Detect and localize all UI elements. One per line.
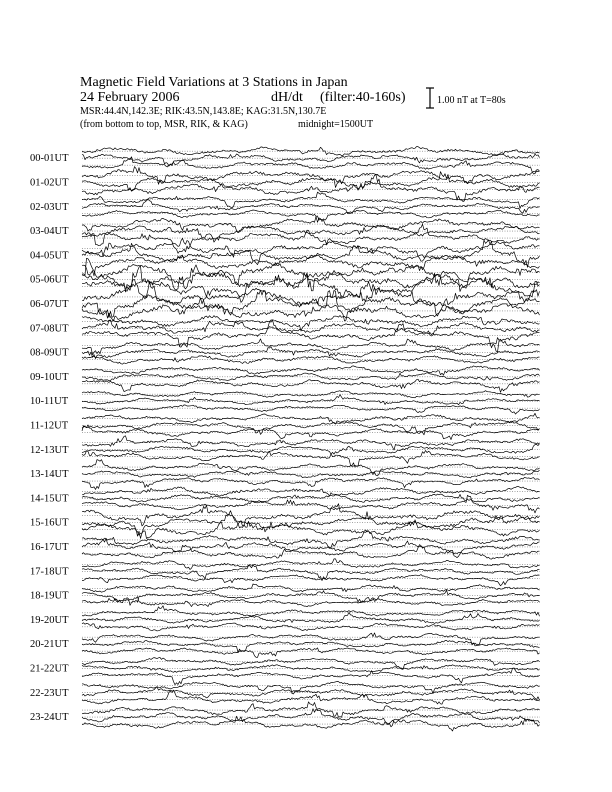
trace-rik — [82, 172, 540, 192]
chart-title: Magnetic Field Variations at 3 Stations in Japan — [80, 75, 348, 90]
trace-rik — [82, 665, 540, 673]
trace-msr — [82, 210, 540, 222]
station-coordinates: MSR:44.4N,142.3E; RIK:43.5N,143.8E; KAG:31.5N,130.7E — [80, 106, 327, 117]
hour-row-label: 11-12UT — [30, 420, 69, 432]
chart-filter: (filter:40-160s) — [320, 90, 406, 105]
trace-kag — [82, 584, 540, 592]
trace-msr — [82, 477, 540, 489]
hour-row-label: 13-14UT — [30, 469, 69, 481]
hour-row-label: 05-06UT — [30, 274, 69, 286]
trace-rik — [82, 443, 540, 454]
trace-kag — [82, 559, 540, 570]
trace-rik — [82, 347, 540, 359]
trace-kag — [82, 147, 540, 156]
trace-kag — [82, 238, 540, 264]
hour-row-label: 15-16UT — [30, 517, 69, 529]
trace-msr — [82, 255, 540, 276]
trace-rik — [82, 373, 540, 381]
hour-row-label: 18-19UT — [30, 590, 69, 602]
trace-msr — [82, 495, 540, 513]
hour-row-label: 16-17UT — [30, 541, 69, 553]
trace-kag — [82, 338, 540, 355]
hour-row-label: 10-11UT — [30, 396, 69, 408]
chart-quantity: dH/dt — [271, 90, 303, 105]
trace-msr — [82, 290, 540, 321]
hour-row-label: 22-23UT — [30, 687, 69, 699]
hour-row-label: 23-24UT — [30, 712, 69, 724]
hour-row-label: 09-10UT — [30, 371, 69, 383]
trace-kag — [82, 167, 540, 188]
trace-msr — [82, 379, 540, 392]
hour-row-label: 03-04UT — [30, 226, 69, 238]
hour-row-label: 21-22UT — [30, 663, 69, 675]
hour-row-label: 20-21UT — [30, 639, 69, 651]
hour-row-label: 14-15UT — [30, 493, 69, 505]
midnight-note: midnight=1500UT — [298, 119, 374, 130]
trace-rik — [82, 154, 540, 166]
trace-kag — [82, 391, 540, 398]
station-order-note: (from bottom to top, MSR, RIK, & KAG) — [80, 119, 248, 130]
trace-rik — [82, 199, 540, 214]
chart-date: 24 February 2006 — [80, 90, 180, 105]
hour-row-label: 04-05UT — [30, 250, 69, 262]
trace-msr — [82, 405, 540, 414]
trace-rik — [82, 612, 540, 623]
hour-row-label: 12-13UT — [30, 444, 69, 456]
trace-msr — [82, 451, 540, 468]
hour-row-label: 08-09UT — [30, 347, 69, 359]
trace-rik — [82, 422, 540, 435]
hour-row-label: 07-08UT — [30, 323, 69, 335]
trace-msr — [82, 356, 540, 364]
trace-msr — [82, 575, 540, 586]
hour-row-label: 06-07UT — [30, 298, 69, 310]
trace-msr — [82, 648, 540, 658]
trace-msr — [82, 668, 540, 685]
hour-row-label: 01-02UT — [30, 177, 69, 189]
trace-kag — [82, 460, 540, 476]
trace-rik — [82, 470, 540, 478]
trace-msr — [82, 623, 540, 631]
scale-bar — [426, 88, 506, 108]
hour-row-label: 19-20UT — [30, 614, 69, 626]
trace-msr — [82, 716, 540, 731]
trace-kag — [82, 487, 540, 497]
trace-rik — [82, 687, 540, 700]
trace-kag — [82, 633, 540, 646]
trace-rik — [82, 320, 540, 336]
hour-row-label: 00-01UT — [30, 153, 69, 165]
trace-kag — [82, 413, 540, 424]
hour-row-label: 17-18UT — [30, 566, 69, 578]
hour-rows — [30, 147, 540, 731]
trace-rik — [82, 641, 540, 653]
hour-row-label: 02-03UT — [30, 201, 69, 213]
scale-bar-label: 1.00 nT at T=80s — [437, 95, 506, 106]
trace-rik — [82, 511, 540, 536]
trace-rik — [82, 395, 540, 405]
